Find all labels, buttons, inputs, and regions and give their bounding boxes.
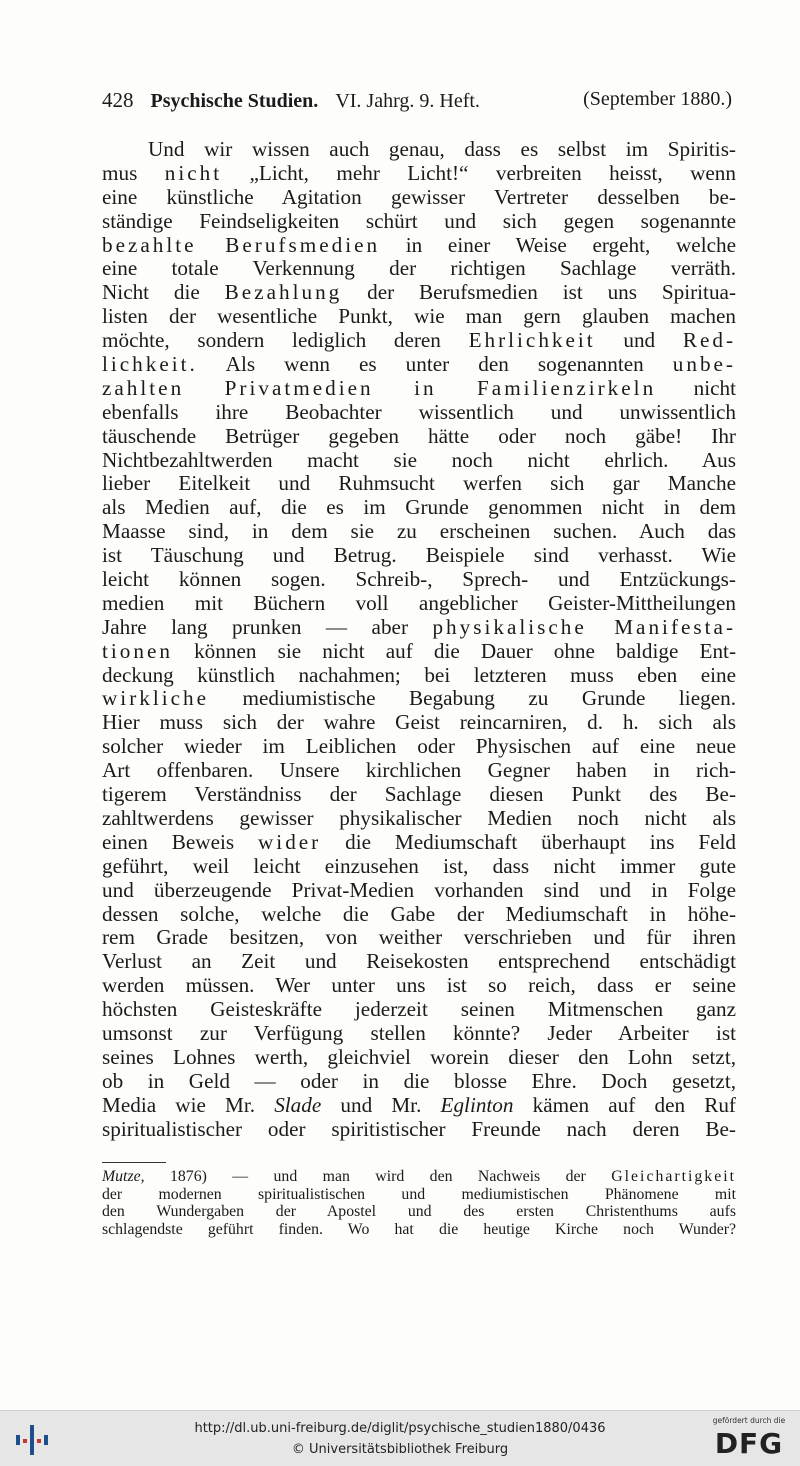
text-run: medien mit Büchern voll angeblicher Geister-Mittheilungen (102, 590, 736, 615)
text-line (102, 616, 736, 640)
text-line (102, 1186, 736, 1204)
text-run: ob in Geld — oder in die blosse Ehre. Doch gesetzt, (102, 1068, 736, 1093)
text-run: in einer Weise ergeht, welche (380, 232, 736, 257)
body-text (102, 138, 736, 1141)
emphasis-italic: Eglinton (440, 1092, 514, 1117)
text-line (102, 950, 736, 974)
text-line (102, 807, 736, 831)
text-line (102, 1118, 736, 1142)
text-line (102, 496, 736, 520)
text-line (102, 1168, 736, 1186)
text-run: werden müssen. Wer unter uns ist so reich, dass er seine (102, 973, 736, 998)
emphasis-spaced: Bezahlung (224, 280, 343, 305)
text-run: der Berufsmedien ist uns Spiritua- (342, 280, 736, 305)
text-line (102, 138, 736, 162)
text-run: Jahre lang prunken — aber (102, 614, 433, 639)
emphasis-spaced: tionen (102, 638, 173, 663)
text-line (102, 257, 736, 281)
text-run: ständige Feindseligkeiten schürt und sich gegen sogenannte (102, 208, 736, 233)
issue-month: (September 1880.) (583, 88, 732, 110)
text-run: und überzeugende Privat-Medien vorhanden sind und in Folge (102, 877, 736, 902)
page-number: 428 (102, 88, 134, 112)
text-line (102, 568, 736, 592)
copyright-notice: © Universitätsbibliothek Freiburg (291, 1442, 509, 1457)
emphasis-spaced: physikalische Manifesta- (432, 614, 736, 639)
emphasis-spaced: bezahlte Berufsmedien (102, 232, 381, 257)
emphasis-spaced: unbe- (672, 352, 736, 377)
text-run: den Wundergaben der Apostel und des ersten Christenthums aufs (102, 1203, 736, 1220)
text-line (102, 329, 736, 353)
permalink-url[interactable]: http://dl.ub.uni-freiburg.de/diglit/psychische_studien1880/0436 (194, 1421, 606, 1436)
emphasis-spaced: wirkliche (102, 686, 210, 711)
text-line (102, 640, 736, 664)
text-run: eine totale Verkennung der richtigen Sachlage verräth. (102, 256, 736, 281)
text-run: kämen auf den Ruf (513, 1092, 736, 1117)
text-line (102, 186, 736, 210)
text-line (102, 377, 736, 401)
text-line (102, 449, 736, 473)
volume-issue: VI. Jahrg. 9. Heft. (335, 90, 480, 112)
text-run: ist Täuschung und Betrug. Beispiele sind verhasst. Wie (102, 543, 736, 568)
text-run: schlagendste geführt finden. Wo hat die heutige Kirche noch Wunder? (102, 1220, 736, 1238)
emphasis-italic: Mutze, (102, 1168, 145, 1185)
text-run: lieber Eitelkeit und Ruhmsucht werfen sich gar Manche (102, 471, 736, 496)
text-run: zahltwerdens gewisser physikalischer Medien noch nicht als (102, 805, 736, 830)
emphasis-spaced: lichkeit. (102, 352, 198, 377)
emphasis-italic: Slade (274, 1092, 322, 1117)
text-line (102, 926, 736, 950)
text-line (102, 687, 736, 711)
viewer-footer (0, 1410, 800, 1466)
text-line (102, 401, 736, 425)
text-line (102, 974, 736, 998)
text-run: leicht können sogen. Schreib-, Sprech- und Entzückungs- (102, 567, 736, 592)
footnote (102, 1168, 736, 1238)
text-run: listen der wesentliche Punkt, wie man gern glauben machen (102, 304, 736, 329)
text-run: täuschende Betrüger gegeben hätte oder noch gäbe! Ihr (102, 423, 736, 448)
text-line (102, 831, 736, 855)
text-line (102, 1070, 736, 1094)
text-line (102, 305, 736, 329)
text-line (102, 998, 736, 1022)
emphasis-spaced: Ehrlichkeit (468, 328, 596, 353)
text-run: Verlust an Zeit und Reisekosten entsprechend entschädigt (102, 949, 736, 974)
text-run: als Medien auf, die es im Grunde genommen nicht in dem (102, 495, 736, 520)
text-run: solcher wieder im Leiblichen oder Physischen auf eine neue (102, 734, 736, 759)
text-run: höchsten Geisteskräfte jederzeit seinen Mitmenschen ganz (102, 997, 736, 1022)
text-line (102, 425, 736, 449)
text-run: seines Lohnes werth, gleichviel worein dieser den Lohn setzt, (102, 1044, 736, 1069)
text-line (102, 472, 736, 496)
text-line (102, 210, 736, 234)
text-line (102, 592, 736, 616)
text-line (102, 735, 736, 759)
text-run: mediumistische Begabung zu Grunde liegen. (209, 686, 736, 711)
emphasis-spaced: Gleichartigkeit (611, 1168, 736, 1185)
text-line (102, 520, 736, 544)
text-run: mus (102, 160, 165, 185)
text-run: nicht (656, 375, 736, 400)
text-line (102, 281, 736, 305)
text-run: eine künstliche Agitation gewisser Vertreter desselben be- (102, 184, 736, 209)
emphasis-spaced: zahlten Privatmedien in Familienzirkeln (102, 375, 657, 400)
text-run: Art offenbaren. Unsere kirchlichen Gegner haben in rich- (102, 758, 736, 783)
text-run: geführt, weil leicht einzusehen ist, dass nicht immer gute (102, 853, 736, 878)
text-run: tigerem Verständniss der Sachlage diesen Punkt des Be- (102, 782, 736, 807)
text-run: der modernen spiritualistischen und mediumistischen Phänomene mit (102, 1185, 736, 1203)
text-run: 1876) — und man wird den Nachweis der (144, 1168, 612, 1185)
text-run: können sie nicht auf die Dauer ohne baldige Ent- (172, 638, 736, 663)
text-run: umsonst zur Verfügung stellen könnte? Jeder Arbeiter ist (102, 1020, 736, 1045)
text-line (102, 1022, 736, 1046)
text-run: ebenfalls ihre Beobachter wissentlich und unwissentlich (102, 399, 736, 424)
running-header (102, 88, 732, 113)
text-run: spiritualistischer oder spiritistischer Freunde nach deren Be- (102, 1116, 736, 1141)
emphasis-spaced: wider (258, 829, 322, 854)
text-run: rem Grade besitzen, von weither verschrieben und für ihren (102, 925, 736, 950)
text-run: deckung künstlich nachahmen; bei letzteren muss eben eine (102, 662, 736, 687)
text-line (102, 711, 736, 735)
text-run: dessen solche, welche die Gabe der Mediumschaft in höhe- (102, 901, 736, 926)
text-run: Media wie Mr. (102, 1092, 275, 1117)
text-line (102, 353, 736, 377)
text-line (102, 162, 736, 186)
text-run: und (595, 328, 683, 353)
text-line (102, 759, 736, 783)
text-run: Und wir wissen auch genau, dass es selbst im Spiritis- (148, 137, 736, 161)
text-run: die Mediumschaft überhaupt ins Feld (321, 829, 736, 854)
footnote-rule (102, 1162, 166, 1163)
text-run: „Licht, mehr Licht!“ verbreiten heisst, wenn (222, 160, 736, 185)
text-line (102, 664, 736, 688)
text-line (102, 783, 736, 807)
text-run: Als wenn es unter den sogenannten (197, 352, 673, 377)
text-run: einen Beweis (102, 829, 258, 854)
text-line (102, 234, 736, 258)
journal-title: Psychische Studien. (150, 90, 319, 112)
text-line (102, 544, 736, 568)
dfg-caption: gefördert durch die (712, 1416, 786, 1425)
text-run: Hier muss sich der wahre Geist reincarniren, d. h. sich als (102, 710, 736, 735)
text-line (102, 879, 736, 903)
text-run: Maasse sind, in dem sie zu erscheinen suchen. Auch das (102, 519, 736, 544)
text-line (102, 1221, 736, 1239)
dfg-logo[interactable] (706, 1416, 792, 1462)
text-line (102, 903, 736, 927)
text-run: und Mr. (321, 1092, 441, 1117)
text-line (102, 1094, 736, 1118)
text-line (102, 1046, 736, 1070)
emphasis-spaced: Red- (682, 328, 736, 353)
text-line (102, 855, 736, 879)
dfg-wordmark: DFG (714, 1427, 784, 1460)
text-line (102, 1203, 736, 1221)
text-run: Nichtbezahltwerden macht sie noch nicht ehrlich. Aus (102, 447, 736, 472)
text-run: möchte, sondern lediglich deren (102, 328, 469, 353)
emphasis-spaced: nicht (164, 160, 223, 185)
text-run: Nicht die (102, 280, 225, 305)
